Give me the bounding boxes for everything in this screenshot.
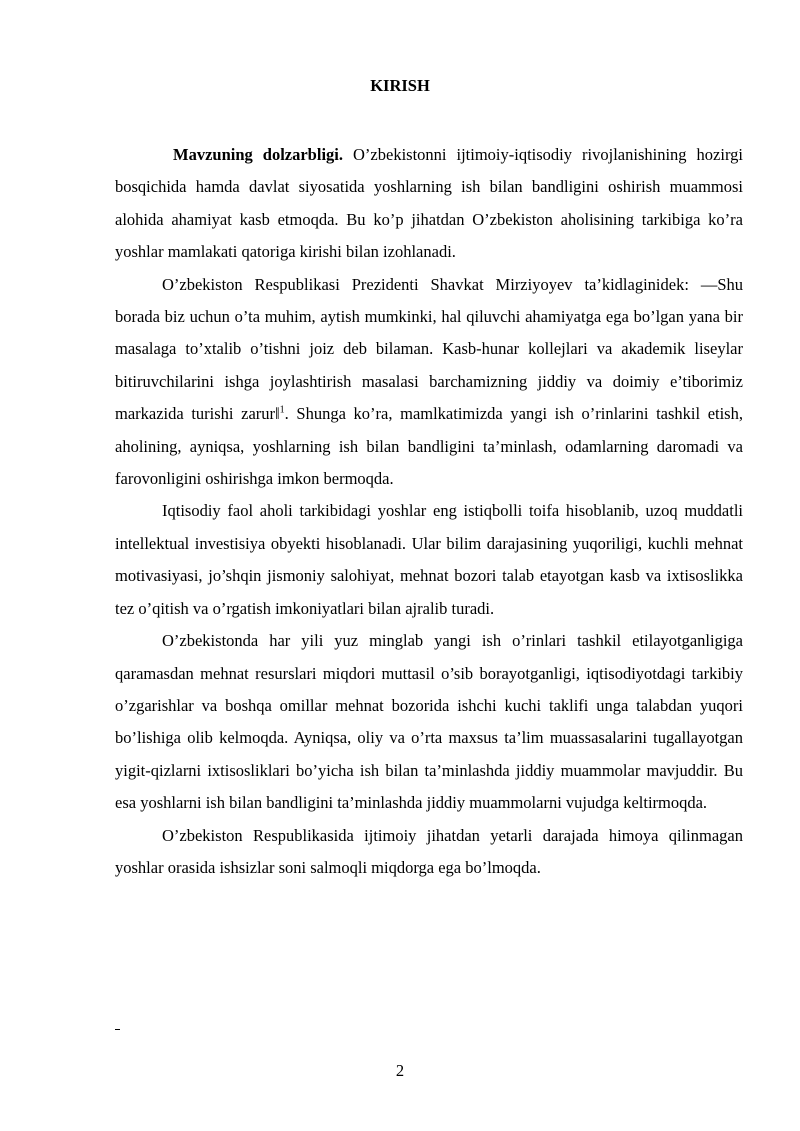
paragraph-text: O’zbekiston Respublikasi Prezidenti Shavkat Mirziyoyev ta’kidlaginidek: ―Shu borada biz uchun o’ta muhim, aytish mumkinki, hal qiluvchi ahamiyatga ega bo’lgan yana bir masalaga to’xtalib o’tishni joiz deb bilaman. Kasb-hunar kollejlari va akademik liseylar bitiruvchilarini ishga joylashtirish masalasi barchamizning jiddiy va doimiy e’tiborimiz markazida turishi zarur‖: [115, 274, 743, 424]
paragraph-text: Iqtisodiy faol aholi tarkibidagi yoshlar eng istiqbolli toifa hisoblanib, uzoq muddatli intellektual investisiya obyekti hisoblanadi. Ular bilim darajasining yuqoriligi, kuchli mehnat motivasiyasi, jo’shqin jismoniy salohiyat, mehnat bozori talab etayotgan kasb va ixtisoslikka tez o’qitish va o’rgatish imkoniyatlari bilan ajralib turadi.: [115, 501, 743, 618]
paragraph-text: O’zbekiston Respublikasida ijtimoiy jihatdan yetarli darajada himoya qilinmagan yoshlar orasida ishsizlar soni salmoqli miqdorga ega bo’lmoqda.: [115, 825, 743, 877]
paragraph-text: O’zbekistonni ijtimoiy-iqtisodiy rivojlanishining hozirgi bosqichida hamda davlat siyosatida yoshlarning ish bilan bandligini oshirish muammosi alohida ahamiyat kasb etmoqda. Bu ko’p jihatdan O’zbekiston aholisining tarkibiga ko’ra yoshlar mamlakati qatoriga kirishi bilan izohlanadi.: [115, 145, 743, 262]
paragraph-relevance: [115, 139, 743, 269]
paragraph-text: O’zbekistonda har yili yuz minglab yangi ish o’rinlari tashkil etilayotganligiga qaramasdan mehnat resurslari miqdori muttasil o’sib borayotganligi, iqtisodiyotdagi tarkibiy o’zgarishlar va boshqa omillar mehnat bozorida ishchi kuchi taklifi unga talabdan yuqori bo’lishiga olib kelmoqda. Ayniqsa, oliy va o’rta maxsus ta’lim muassasalarini tugallayotgan yigit-qizlarni ixtisosliklari bo’yicha ish bilan ta’minlashda jiddiy muammolar mavjuddir. Bu esa yoshlarni ish bilan bandligini ta’minlashda jiddiy muammolarni vujudga keltirmoqda.: [115, 631, 743, 813]
paragraph-president-quote: [115, 269, 743, 496]
page-number: 2: [395, 1061, 405, 1080]
footnote-separator: [115, 1029, 120, 1030]
paragraph-active-youth: [115, 495, 743, 625]
paragraph-labor-market: [115, 625, 743, 819]
paragraph-text-continued: . Shunga ko’ra, mamlkatimizda yangi ish o’rinlarini tashkil etish, aholining, ayniqsa, yoshlarning ish bilan bandligini ta’minlash, odamlarning daromadi va farovonligini oshirishga imkon bermoqda.: [115, 404, 743, 489]
footnote-reference: 1: [279, 404, 285, 416]
section-title: KIRISH: [370, 76, 430, 95]
body-text: [115, 139, 743, 884]
paragraph-unemployment: [115, 820, 743, 885]
paragraph-lead: Mavzuning dolzarbligi.: [173, 145, 343, 164]
